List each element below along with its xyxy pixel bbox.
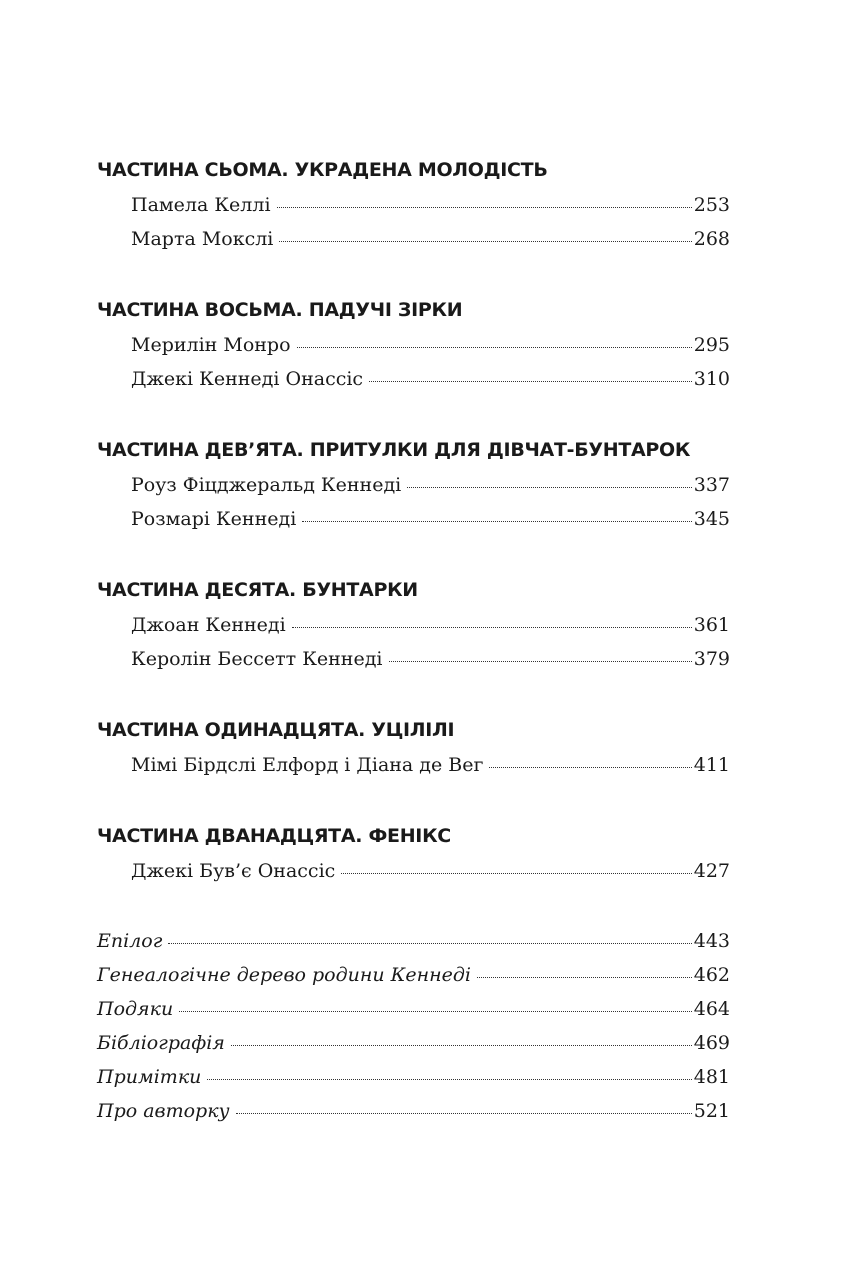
dot-leader	[236, 1113, 692, 1114]
toc-entry[interactable]	[97, 502, 730, 536]
entry-label: Бібліографія	[97, 1032, 225, 1054]
toc-entry[interactable]	[97, 992, 730, 1026]
toc-part	[97, 712, 730, 782]
part-title: ЧАСТИНА ДВАНАДЦЯТА. ФЕНІКС	[97, 825, 451, 847]
dot-leader	[489, 767, 691, 768]
page-number: 361	[693, 614, 730, 636]
page-number: 310	[693, 368, 730, 390]
toc-part	[97, 818, 730, 888]
toc-entry[interactable]	[97, 924, 730, 958]
dot-leader	[477, 977, 692, 978]
part-title: ЧАСТИНА ОДИНАДЦЯТА. УЦІЛІЛІ	[97, 719, 455, 741]
dot-leader	[297, 347, 692, 348]
toc-entry[interactable]	[97, 362, 730, 396]
entry-label: Про авторку	[97, 1100, 230, 1122]
dot-leader	[207, 1079, 691, 1080]
entry-label: Мімі Бірдслі Елфорд і Діана де Вег	[131, 754, 484, 776]
page-number: 521	[693, 1100, 730, 1122]
page-number: 462	[693, 964, 730, 986]
dot-leader	[168, 943, 691, 944]
page-number: 345	[693, 508, 730, 530]
dot-leader	[179, 1011, 692, 1012]
page-number: 337	[693, 474, 730, 496]
entry-label: Примітки	[97, 1066, 202, 1088]
toc-entry[interactable]	[97, 188, 730, 222]
page-number: 481	[693, 1066, 730, 1088]
entry-label: Епілог	[97, 930, 163, 952]
part-title: ЧАСТИНА ДЕВ’ЯТА. ПРИТУЛКИ ДЛЯ ДІВЧАТ-БУНТАРОК	[97, 439, 691, 461]
entry-label: Памела Келлі	[131, 194, 271, 216]
toc-part	[97, 432, 730, 536]
dot-leader	[302, 521, 691, 522]
toc-part	[97, 152, 730, 256]
dot-leader	[231, 1045, 692, 1046]
toc-entry[interactable]	[97, 608, 730, 642]
part-title: ЧАСТИНА СЬОМА. УКРАДЕНА МОЛОДІСТЬ	[97, 159, 548, 181]
entry-label: Керолін Бессетт Кеннеді	[131, 648, 383, 670]
toc-part	[97, 292, 730, 396]
entry-label: Джоан Кеннеді	[131, 614, 286, 636]
toc-entry[interactable]	[97, 748, 730, 782]
page-number: 411	[693, 754, 730, 776]
entry-label: Джекі Кеннеді Онассіс	[131, 368, 364, 390]
entry-label: Марта Мокслі	[131, 228, 274, 250]
toc-entry[interactable]	[97, 642, 730, 676]
toc-entry[interactable]	[97, 1026, 730, 1060]
dot-leader	[292, 627, 692, 628]
dot-leader	[369, 381, 692, 382]
toc-entry[interactable]	[97, 1060, 730, 1094]
table-of-contents	[97, 152, 730, 1128]
page-number: 464	[693, 998, 730, 1020]
toc-entry[interactable]	[97, 1094, 730, 1128]
part-title: ЧАСТИНА ДЕСЯТА. БУНТАРКИ	[97, 579, 418, 601]
toc-entry[interactable]	[97, 468, 730, 502]
part-title: ЧАСТИНА ВОСЬМА. ПАДУЧІ ЗІРКИ	[97, 299, 463, 321]
dot-leader	[279, 241, 691, 242]
page-number: 427	[693, 860, 730, 882]
entry-label: Мерилін Монро	[131, 334, 291, 356]
page-number: 379	[693, 648, 730, 670]
toc-part	[97, 572, 730, 676]
toc-entry[interactable]	[97, 958, 730, 992]
entry-label: Подяки	[97, 998, 174, 1020]
entry-label: Роуз Фіцджеральд Кеннеді	[131, 474, 402, 496]
entry-label: Джекі Був’є Онассіс	[131, 860, 336, 882]
toc-entry[interactable]	[97, 328, 730, 362]
entry-label: Розмарі Кеннеді	[131, 508, 297, 530]
toc-entry[interactable]	[97, 222, 730, 256]
page-number: 443	[693, 930, 730, 952]
dot-leader	[407, 487, 692, 488]
dot-leader	[389, 661, 692, 662]
dot-leader	[341, 873, 691, 874]
page-number: 469	[693, 1032, 730, 1054]
toc-entry[interactable]	[97, 854, 730, 888]
back-matter	[97, 924, 730, 1128]
entry-label: Генеалогічне дерево родини Кеннеді	[97, 964, 471, 986]
dot-leader	[277, 207, 692, 208]
page-number: 295	[693, 334, 730, 356]
page-number: 253	[693, 194, 730, 216]
page-number: 268	[693, 228, 730, 250]
